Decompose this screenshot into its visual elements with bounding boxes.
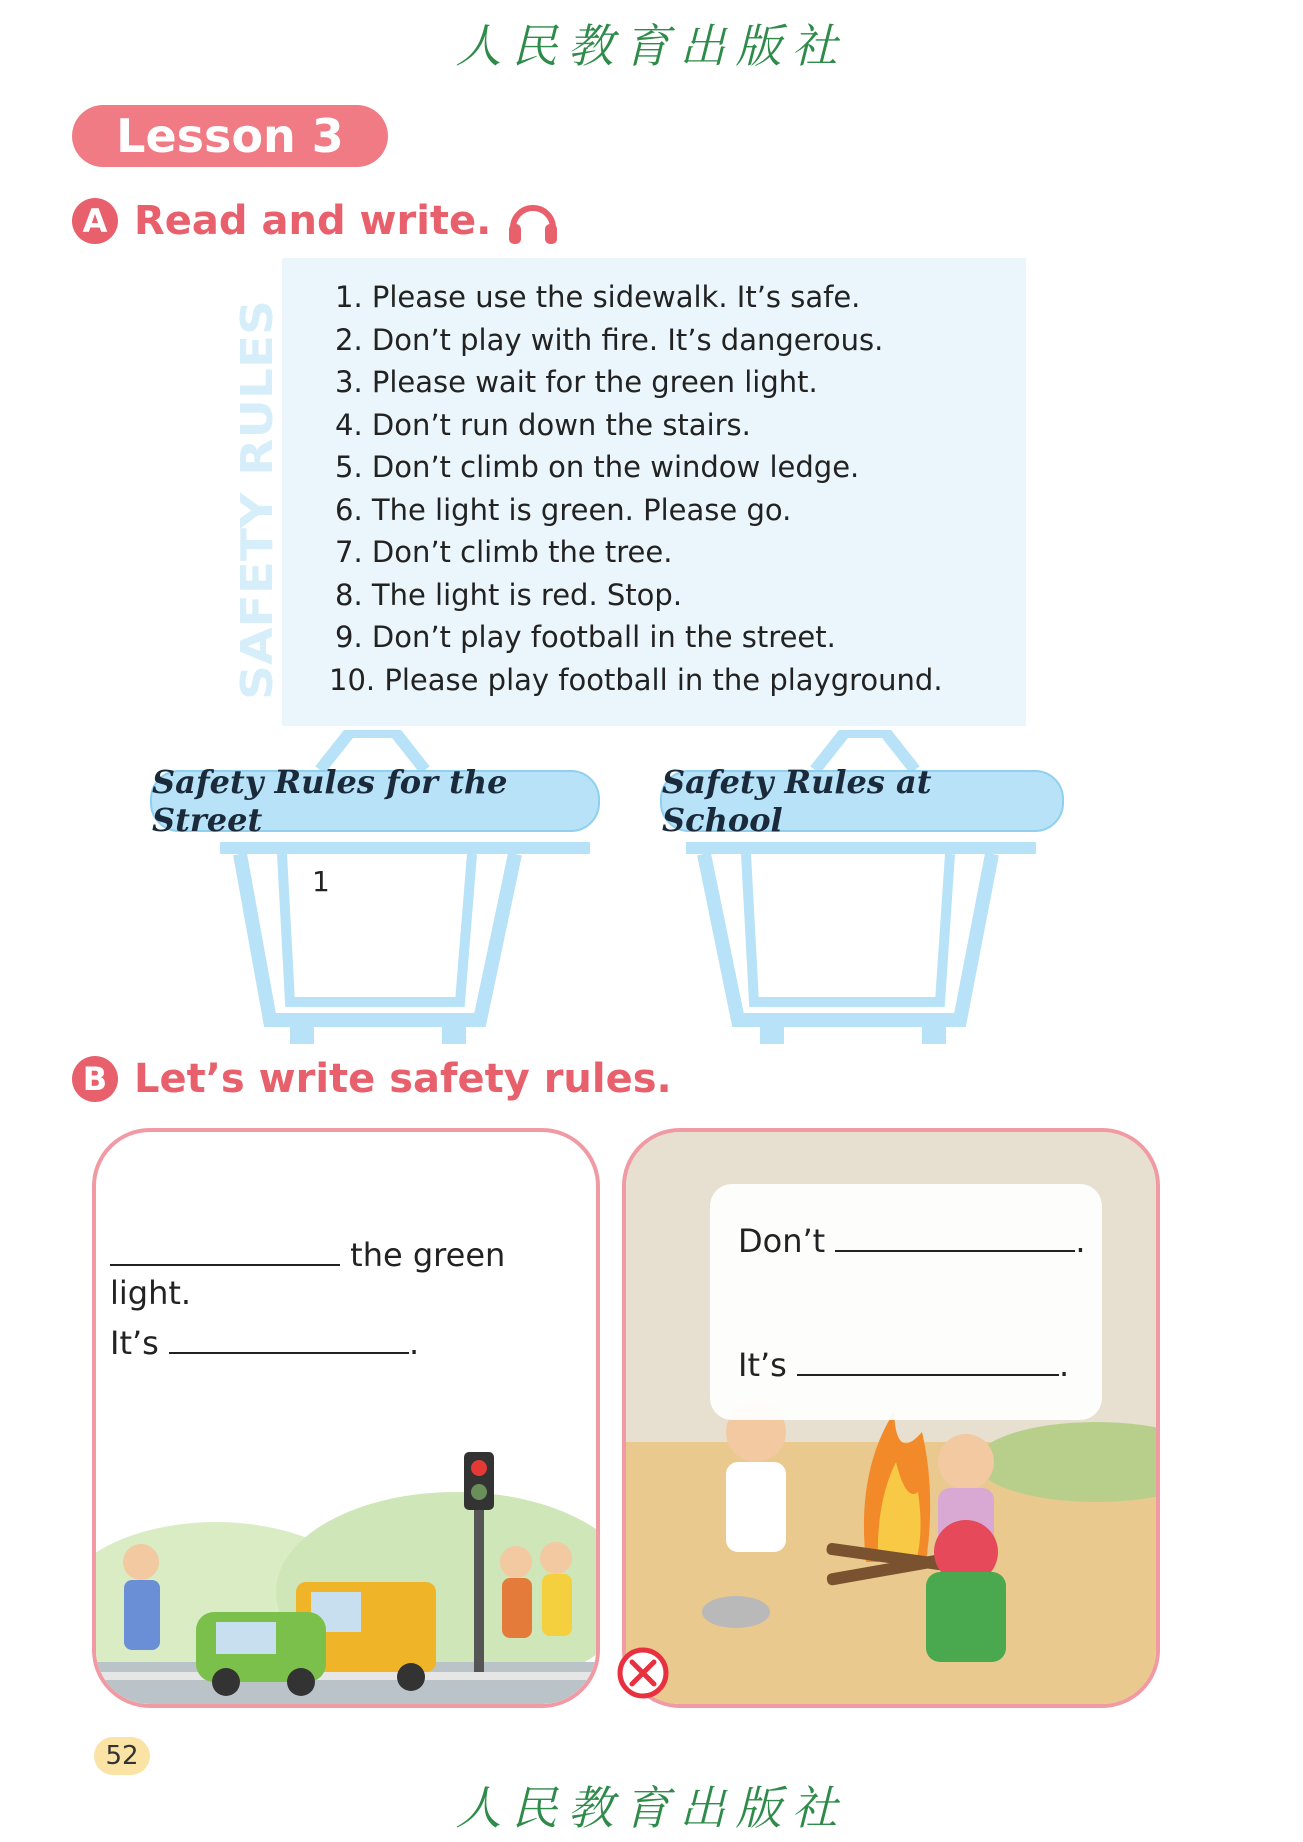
card2-line1 (738, 1220, 1086, 1260)
card-green-light (92, 1128, 600, 1708)
card2-line2 (738, 1344, 1069, 1384)
card1-line2-prefix: It’s (110, 1324, 159, 1362)
card-fire (622, 1128, 1160, 1708)
rule-item: 5. Don’t climb on the window ledge. (335, 450, 860, 484)
lesson-title: Lesson 3 (72, 105, 388, 167)
safety-rules-list (329, 276, 1015, 701)
section-a-heading (72, 196, 561, 246)
basket-street-label: Safety Rules for the Street (150, 770, 600, 832)
basket-street (150, 730, 600, 1050)
rule-item: 10. Please play football in the playground. (329, 662, 943, 697)
page-number: 52 (94, 1737, 150, 1775)
section-a-title: Read and write. (134, 198, 492, 244)
rule-item: 1. Please use the sidewalk. It’s safe. (335, 280, 861, 314)
section-b-heading (72, 1056, 672, 1102)
section-a-letter: A (72, 198, 118, 244)
section-b-title: Let’s write safety rules. (134, 1056, 672, 1102)
safety-rules-side-text: SAFETY RULES (232, 337, 282, 700)
publisher-logo-top: 人民教育出版社 (455, 19, 848, 73)
card2-blank1[interactable] (835, 1220, 1075, 1252)
basket-school (660, 730, 1070, 1050)
card2-line2-suffix: . (1059, 1346, 1070, 1384)
headphones-icon[interactable] (505, 196, 561, 246)
rule-item: 4. Don’t run down the stairs. (335, 407, 751, 442)
card1-line2-suffix: . (409, 1324, 420, 1362)
rule-item: 7. Don’t climb the tree. (335, 535, 673, 569)
street-scene-illustration (96, 1432, 596, 1704)
rule-item: 6. The light is green. Please go. (335, 492, 792, 527)
rule-item: 9. Don’t play football in the street. (335, 620, 836, 654)
card2-line2-prefix: It’s (738, 1346, 787, 1384)
card1-line1 (110, 1234, 596, 1312)
rule-item: 8. The light is red. Stop. (335, 577, 683, 612)
rule-item: 3. Please wait for the green light. (335, 365, 818, 399)
card1-line1-suffix: the green light. (110, 1236, 506, 1312)
card2-line1-prefix: Don’t (738, 1222, 826, 1260)
card1-blank2[interactable] (169, 1322, 409, 1354)
prohibited-icon (616, 1646, 670, 1700)
safety-rules-side-label (232, 290, 282, 710)
card1-line2 (110, 1322, 419, 1362)
basket-school-label: Safety Rules at School (660, 770, 1064, 832)
card1-blank1[interactable] (110, 1234, 340, 1266)
basket-street-answer[interactable]: 1 (312, 865, 330, 898)
section-b-letter: B (72, 1056, 118, 1102)
rule-item: 2. Don’t play with fire. It’s dangerous. (335, 322, 884, 357)
publisher-logo-bottom: 人民教育出版社 (455, 1781, 848, 1835)
card2-blank2[interactable] (797, 1344, 1059, 1376)
card2-line1-suffix: . (1075, 1222, 1086, 1260)
